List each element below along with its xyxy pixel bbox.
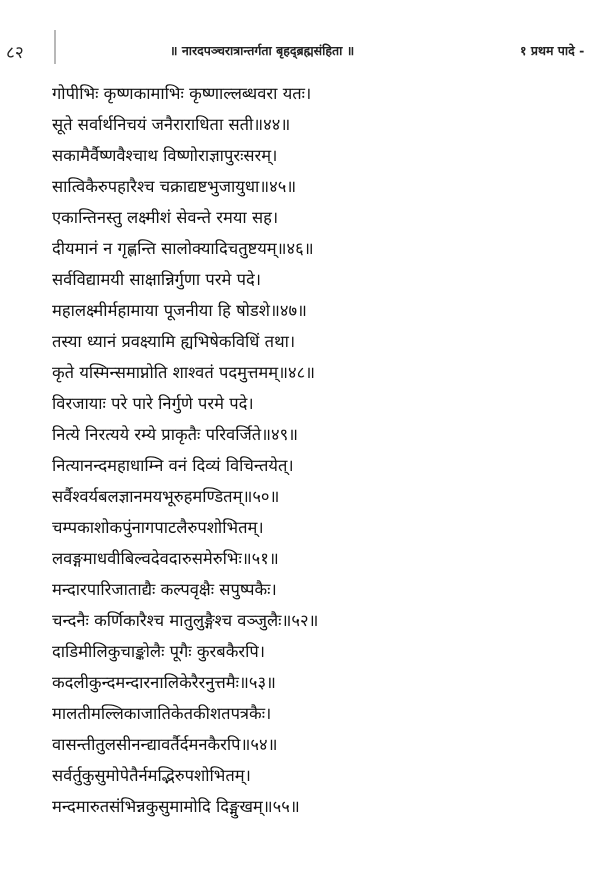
header-divider: [54, 30, 56, 64]
verse-line: सर्वविद्यामयी साक्षान्निर्गुणा परमे पदे।: [52, 270, 261, 289]
verse-line: तस्या ध्यानं प्रवक्ष्यामि ह्यभिषेकविधिं तथा।: [52, 332, 296, 351]
verse-line: कदलीकुन्दमन्दारनालिकेरैरनुत्तमैः॥५३॥: [52, 673, 276, 692]
verse-line: गोपीभिः कृष्णकामाभिः कृष्णाल्लब्धवरा यतः।: [52, 84, 312, 103]
verse-line: मालतीमल्लिकाजातिकेतकीशतपत्रकैः।: [52, 704, 272, 723]
verse-line: चम्पकाशोकपुंनागपाटलैरुपशोभितम्।: [52, 518, 264, 537]
verse-line: एकान्तिनस्तु लक्ष्मीशं सेवन्ते रमया सह।: [52, 208, 279, 227]
verse-line: सकामैर्वैष्णवैश्चाथ विष्णोराज्ञापुरःसरम्।: [52, 146, 278, 165]
verse-line: सर्वर्तुकुसुमोपेतैर्नमद्भिरुपशोभितम्।: [52, 766, 251, 785]
verse-line: महालक्ष्मीर्महामाया पूजनीया हि षोडशे॥४७॥: [52, 301, 307, 320]
section-label: १ प्रथम पादे -: [520, 43, 585, 58]
verse-line: दाडिमीलिकुचाङ्कोलैः पूगैः कुरबकैरपि।: [52, 642, 266, 661]
verse-line: मन्दमारुतसंभिन्नकुसुमामोदि दिङ्मुखम्॥५५॥: [52, 797, 300, 816]
running-title: ॥ नारदपञ्चरात्रान्तर्गता बृहद्ब्रह्मसंहिता ॥: [170, 43, 355, 58]
verse-line: चन्दनैः कर्णिकारैश्च मातुलुङ्गैश्च वञ्जुलैः॥५२॥: [52, 611, 319, 630]
verse-line: सूते सर्वार्थनिचयं जनैराराधिता सती॥४४॥: [52, 115, 291, 134]
page-header: [0, 0, 600, 70]
verse-line: वासन्तीतुलसीनन्द्यावर्तैर्दमनकैरपि॥५४॥: [52, 735, 278, 754]
verse-line: नित्ये निरत्यये रम्ये प्राकृतैः परिवर्जिते॥४९॥: [52, 425, 299, 444]
verse-line: सात्विकैरुपहारैश्च चक्राद्यष्टभुजायुधा॥४५॥: [52, 177, 297, 196]
verse-line: मन्दारपारिजाताद्यैः कल्पवृक्षैः सपुष्पकैः।: [52, 580, 277, 599]
page-number: ८२: [6, 43, 24, 63]
verse-list: [52, 78, 592, 822]
verse-line: नित्यानन्दमहाधाम्नि वनं दिव्यं विचिन्तयेत्।: [52, 456, 294, 475]
verse-line: सर्वैश्वर्यबलज्ञानमयभूरुहमण्डितम्॥५०॥: [52, 487, 280, 506]
verse-line: कृते यस्मिन्समाप्नोति शाश्वतं पदमुत्तमम्॥४८॥: [52, 363, 316, 382]
verse-line: विरजायाः परे पारे निर्गुणे परमे पदे।: [52, 394, 254, 413]
verse-line: लवङ्गमाधवीबिल्वदेवदारुसमेरुभिः॥५१॥: [52, 549, 279, 568]
verse-line: दीयमानं न गृह्णन्ति सालोक्यादिचतुष्टयम्॥४६॥: [52, 239, 314, 258]
